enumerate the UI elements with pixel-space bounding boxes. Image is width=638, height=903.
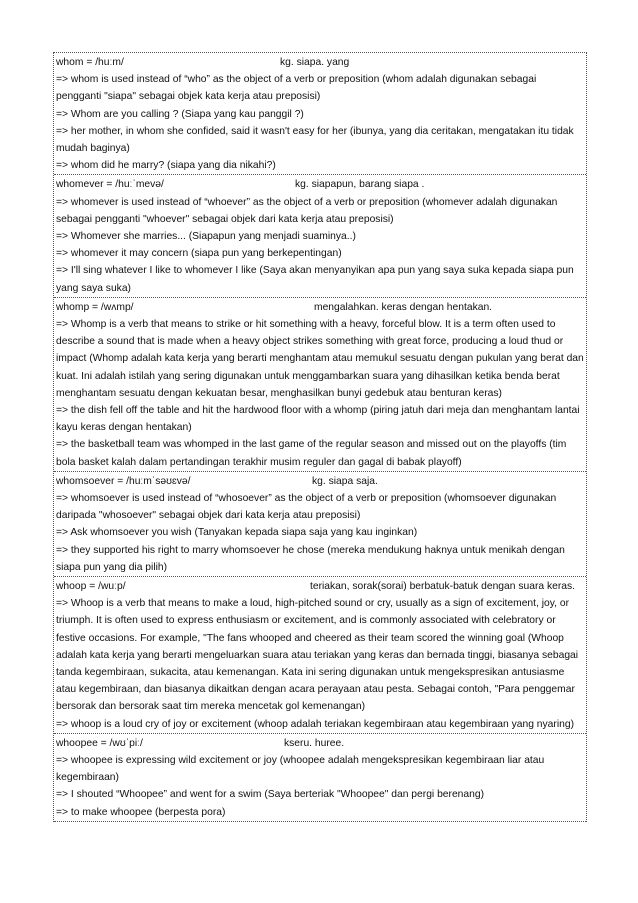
- entry-example-line: => I'll sing whatever I like to whomever I like (Saya akan menyanyikan apa pun yang saya suka kepada siapa pun yang saya suka): [56, 265, 574, 294]
- entry-meaning: mengalahkan. keras dengan hentakan.: [314, 301, 493, 313]
- entry-example-line: => Whomever she marries... (Siapapun yang menjadi suaminya..): [56, 231, 356, 242]
- entry-example-line: => whomever it may concern (siapa pun yang berkepentingan): [56, 248, 342, 260]
- entry-header: [56, 299, 584, 316]
- entry-example-line: => the basketball team was whomped in the last game of the regular season and missed out on the playoffs (tim bola basket kalah dalam pertandingan terakhir musim reguler dan gagal di babak playoff): [56, 439, 567, 468]
- entry-term: whomever = /huːˈmevə/: [56, 179, 164, 191]
- entry-example-line: => her mother, in whom she confided, said it wasn't easy for her (ibunya, yang dia ceritakan, mengatakan itu tidak mudah baginya): [56, 125, 574, 154]
- entry-example-line: => Whomp is a verb that means to strike or hit something with a heavy, forceful blow. It is a term often used to describe a sound that is made when a heavy object strikes something with great force, producing a loud thud or impact (Whomp adalah kata kerja yang berarti menghantam atau memukul sesuatu dengan pukulan yang berat dan kuat. Ini adalah istilah yang sering digunakan untuk menggambarkan suara yang dihasilkan ketika benda berat menghantam sesuatu dengan kekuatan besar, menghasilkan bunyi gedebuk atau benturan keras): [56, 319, 584, 399]
- entry-example-line: => to make whoopee (berpesta pora): [56, 806, 226, 818]
- entry-example-line: => whoop is a loud cry of joy or excitement (whoop adalah teriakan kegembiraan atau kegembiraan yang nyaring): [56, 718, 575, 730]
- entry-example-line: => whomever is used instead of “whoever” as the object of a verb or preposition (whomever adalah digunakan sebagai pengganti "whoever" sebagai objek dari kata kerja atau preposisi): [56, 196, 558, 225]
- entry-example-line: => whom is used instead of “who” as the object of a verb or preposition (whom adalah digunakan sebagai pengganti "siapa" sebagai objek kata kerja atau preposisi): [56, 74, 537, 103]
- dictionary-entry: [54, 472, 586, 577]
- entry-meaning: kseru. huree.: [284, 737, 345, 749]
- dictionary-entry: [54, 53, 586, 175]
- entry-example-line: => whomsoever is used instead of “whosoever” as the object of a verb or preposition (whomsoever digunakan daripada "whosoever" sebagai objek dari kata kerja atau preposisi): [56, 493, 557, 522]
- entry-meaning: kg. siapapun, barang siapa .: [295, 179, 425, 191]
- entry-meaning: kg. siapa saja.: [312, 475, 378, 487]
- entry-term: whomp = /wʌmp/: [56, 301, 134, 313]
- entry-header: [56, 735, 584, 752]
- entry-header: [56, 578, 584, 595]
- dictionary-entry: [54, 734, 586, 822]
- entry-term: whom = /huːm/: [56, 57, 124, 68]
- entry-example-line: => whoopee is expressing wild excitement or joy (whoopee adalah mengekspresikan kegembiraan liar atau kegembiraan): [56, 755, 545, 784]
- entry-example-line: => whom did he marry? (siapa yang dia nikahi?): [56, 160, 276, 172]
- entry-header: [56, 54, 584, 71]
- entry-term: whomsoever = /huːmˈsəʊɛvə/: [56, 475, 191, 487]
- entry-header: [56, 473, 584, 490]
- entry-example-line: => the dish fell off the table and hit the hardwood floor with a whomp (piring jatuh dari meja dan menghantam lantai kayu keras dengan hentakan): [56, 405, 580, 434]
- dictionary-entry: [54, 175, 586, 297]
- entry-example-line: => Whom are you calling ? (Siapa yang kau panggil ?): [56, 108, 304, 120]
- entry-term: whoop = /wuːp/: [56, 581, 126, 593]
- dictionary-entry: [54, 298, 586, 472]
- dictionary-entry: [54, 577, 586, 734]
- entry-example-line: => they supported his right to marry whomsoever he chose (mereka mendukung haknya untuk menikah dengan siapa pun yang dia pilih): [56, 544, 565, 573]
- entry-meaning: teriakan, sorak(sorai) berbatuk-batuk dengan suara keras.: [310, 581, 575, 593]
- dictionary-document: [53, 52, 587, 822]
- entry-header: [56, 176, 584, 193]
- entry-term: whoopee = /wʊˈpiː/: [56, 737, 143, 749]
- entry-meaning: kg. siapa. yang: [280, 57, 350, 68]
- entry-example-line: => Ask whomsoever you wish (Tanyakan kepada siapa saja yang kau inginkan): [56, 527, 418, 539]
- entry-example-line: => Whoop is a verb that means to make a loud, high-pitched sound or cry, usually as a sign of excitement, joy, or triumph. It is often used to express enthusiasm or excitement, and is commonly associated with celebratory or festive occasions. For example, "The fans whooped and cheered as their team scored the winning goal (Whoop adalah kata kerja yang berarti mengeluarkan suara atau teriakan yang keras dan bernada tinggi, biasanya sebagai tanda kegembiraan, sukacita, atau kemenangan. Kata ini sering digunakan untuk mengekspresikan antusiasme atau kegembiraan, dan biasanya dikaitkan dengan acara perayaan atau pesta. Sebagai contoh, "Para penggemar bersorak dan bersorak saat tim mereka mencetak gol kemenangan): [56, 598, 579, 713]
- entry-example-line: => I shouted “Whoopee” and went for a swim (Saya berteriak "Whoopee" dan pergi berenang): [56, 789, 485, 801]
